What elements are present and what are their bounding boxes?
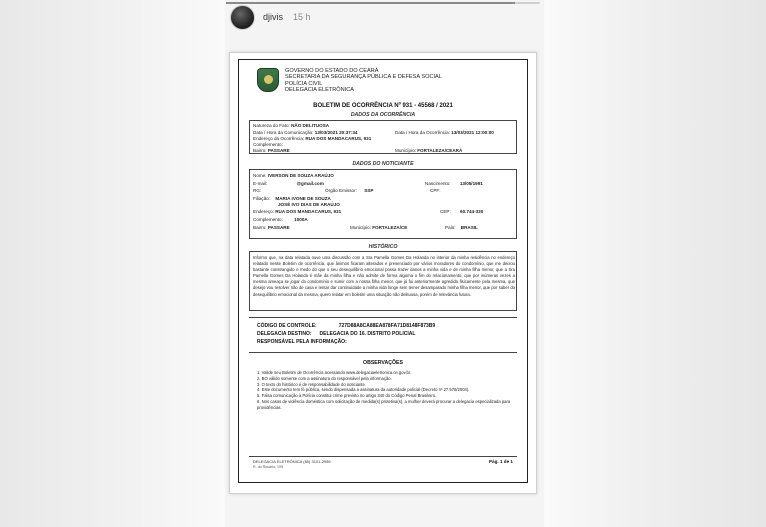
observacoes-title: OBSERVAÇÕES: [363, 360, 403, 366]
field-label: CEP:: [440, 209, 451, 214]
divider: [249, 317, 517, 318]
page-number: Pág. 1 de 1: [488, 459, 513, 464]
document-title: BOLETIM DE OCORRÊNCIA Nº 931 - 45568 / 2021: [313, 103, 453, 109]
blurred-background-left: [0, 0, 225, 527]
delegacia-destino: [257, 331, 415, 337]
comunicacao-value: 13/03/2021 20:37:34: [314, 130, 358, 135]
blurred-background-right: [544, 0, 766, 527]
mae-value: MARIA IVONE DE SOUZA: [275, 196, 331, 201]
complemento-value: 1000A: [294, 217, 308, 222]
field-label: RESPONSÁVEL PELA INFORMAÇÃO:: [257, 339, 347, 345]
header-line: SECRETARIA DA SEGURANÇA PÚBLICA E DEFESA SOCIAL: [285, 74, 442, 81]
observacao-item: 1. Valide seu Boletim de Ocorrência acessando www.delegaciaeletronica.ce.gov.br.: [257, 370, 412, 375]
nome-value: IVERSON DE SOUZA ARAÚJO: [267, 173, 334, 178]
observacao-item: 6. Nos casos de violência doméstica com solicitação de medida(s) protetiva(s), a mulher deverá procurar a delegacia especializada para providências.: [257, 398, 511, 410]
responsavel-informacao: [257, 339, 347, 345]
divider: [249, 456, 517, 457]
codigo-controle-value: 727D88A8CA88EA878FA71D8148F873B9: [338, 323, 436, 329]
field-label: Bairro:: [253, 225, 267, 230]
story-header: [230, 4, 311, 30]
field-label: País:: [445, 225, 456, 230]
ocorrencia-value: 13/03/2021 12:00:00: [451, 130, 494, 135]
field-label: CÓDIGO DE CONTROLE:: [257, 323, 317, 329]
delegacia-value: DELEGACIA DO 16. DISTRITO POLICIAL: [319, 331, 416, 337]
field-label: Filiação:: [253, 196, 271, 201]
email-value: @gmail.com: [296, 181, 324, 186]
pais-value: BRASIL: [460, 225, 478, 230]
state-crest-icon: [257, 68, 279, 92]
cep-value: 60.744-330: [460, 209, 484, 214]
field-label: Município:: [395, 148, 416, 153]
natureza-value: NÃO DELITUOSA: [291, 123, 330, 128]
nascimento-value: 13/05/1991: [459, 181, 483, 186]
endereco-ocorrencia-value: RUA DOS MANDACARUS, 931: [305, 136, 372, 141]
document-image: [229, 52, 537, 494]
orgao-value: SSP: [364, 188, 374, 193]
historico-box: [249, 251, 517, 311]
field-label: Endereço da Ocorrência:: [253, 136, 305, 141]
field-label: Complemento:: [253, 217, 283, 222]
field-label: Data / Hora da Ocorrência:: [395, 130, 450, 135]
observacao-item: 2. BO válido somente com a assinatura do responsável pela informação.: [257, 375, 392, 381]
section-title-historico: HISTÓRICO: [368, 244, 398, 250]
field-label: RG:: [253, 188, 262, 193]
header-line: GOVERNO DO ESTADO DO CEARÁ: [285, 68, 379, 74]
section-title-ocorrencia: DADOS DA OCORRÊNCIA: [350, 112, 416, 118]
noticiante-box: [249, 169, 517, 239]
field-label: E-mail:: [253, 181, 268, 186]
footer-left: DELEGACIA ELETRÔNICA (85) 3101-2956: [253, 459, 331, 464]
section-title-noticiante: DADOS DO NOTICIANTE: [352, 161, 414, 167]
bairro-ocorrencia-value: PASSARE: [267, 148, 290, 153]
government-header: [257, 68, 442, 94]
field-label: Complemento:: [253, 142, 283, 147]
codigo-controle: [257, 323, 435, 329]
field-label: Endereço:: [253, 209, 274, 214]
field-label: Nome:: [253, 173, 267, 178]
endereco-value: RUA DOS MANDACARUS, 931: [275, 209, 342, 214]
document-page: [238, 59, 528, 483]
observacao-item: 4. Este documento tem fé pública, sendo dispensada a assinatura da autoridade policial (Decreto nº 27.578/2004).: [257, 387, 470, 393]
divider: [249, 352, 517, 353]
header-line: POLÍCIA CIVIL: [285, 80, 323, 87]
field-label: Bairro:: [253, 148, 267, 153]
pai-value: JOSÉ IVO DIAS DE ARAÚJO: [278, 202, 340, 207]
field-label: Órgão Emissor:: [325, 188, 357, 193]
observacoes-list: [257, 370, 512, 411]
historico-text: Informo que, na data relatada ouve uma discussão com a Sra Pamella Gomes Da Holanda no interior da minha residência no endereço relatado nesse Boletim de ocorrência, que ânimos ficaram alterados e presenciado por vários moradores do condomínio, que me deixou bastante constrangido e medo do que o seu desequilíbrio emocional possa trazer danos a minha vida e de minha filha menor, que a Sra Pamella Gomes Da Holanda é mãe da minha filha e não admite de forma alguma o fim do relacionamento, que por inúmeras vezes a mesma ameaça se jogar do condomínio e sumir com a nossa filha menor, que já fui anteriormente agredido fisicamente pela mesma, que desejo vou resolver não de casa e tentar dar continuidade a minha vida longe sem temer desamparado minha filha menor, que por saber do desequilíbrio emocional da mesma, quero relatar em boletim uma situação não delituosa, porém de relevância futura.: [253, 255, 515, 297]
field-label: Natureza do Fato:: [253, 123, 290, 128]
municipio-value: FORTALEZA/CE: [372, 225, 408, 230]
footer-address: R. do Rosário, 199: [253, 465, 283, 469]
observacao-item: 3. O texto do histórico é de responsabilidade do noticiante.: [257, 381, 366, 387]
username[interactable]: djivis: [263, 12, 284, 22]
field-label: CPF:: [430, 188, 441, 193]
observacao-item: 5. Falsa comunicação à Polícia constitui crime previsto no artigo 340 do Código Penal Brasileiro.: [257, 393, 437, 399]
story-time: 15 h: [293, 12, 311, 22]
avatar[interactable]: [230, 5, 255, 30]
bairro-value: PASSARE: [267, 225, 290, 230]
header-line: DELEGACIA ELETRÔNICA: [285, 87, 355, 94]
ocorrencia-box: [249, 120, 517, 154]
field-label: Data / Hora da Comunicação:: [253, 130, 314, 135]
municipio-ocorrencia-value: FORTALEZA/CEARÁ: [417, 148, 463, 153]
header-lines: [285, 68, 442, 94]
field-label: Nascimento:: [425, 181, 451, 186]
field-label: DELEGACIA DESTINO:: [257, 331, 312, 337]
field-label: Município:: [350, 225, 371, 230]
